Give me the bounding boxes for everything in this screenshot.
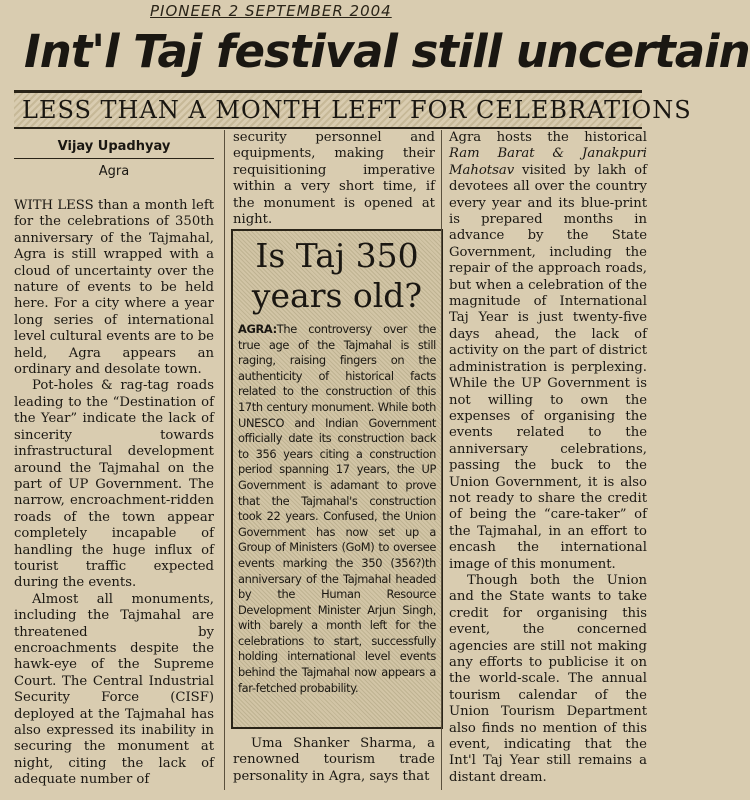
article-paragraph: security personnel and equipments, making their requisitioning imperative within a very short time, if the monument is opened at night.	[233, 130, 435, 228]
column-divider	[224, 130, 225, 790]
article-paragraph: Pot-holes & rag-tag roads leading to the “Destination of the Year” indicate the lack of sincerity towards infrastructural development around the Tajmahal on the part of UP Government. The narrow, encroachment-ridden roads of the town appear completely incapable of handling the huge influx of tourist traffic expected during the events.	[14, 378, 214, 591]
headline: Int'l Taj festival still uncertain	[24, 25, 750, 78]
article-paragraph: Uma Shanker Sharma, a renowned tourism trade personality in Agra, says that	[233, 736, 435, 784]
article-paragraph: Though both the Union and the State wants to take credit for organising this event, the concerned agencies are still not making any efforts to publicise it on the world-scale. The annual tourism calendar of the Union Tourism Department also finds no mention of this event, indicating that the Int'l Taj Year still remains a distant dream.	[449, 572, 647, 785]
byline-place: Agra	[98, 164, 130, 179]
event-names: Ram Barat & Janakpuri Mahotsav	[449, 146, 647, 178]
article-text: Agra hosts the historical	[449, 130, 647, 145]
handwritten-source-note: PIONEER 2 SEPTEMBER 2004	[150, 2, 392, 20]
article-column-1	[14, 198, 214, 786]
sidebar-text: The controversy over the true age of the Tajmahal is still raging, raising fingers on the authenticity of historical facts related to the construction of this 17th century monument. While both UNESCO and Indian Government officially date its construction back to 356 years citing a construction period spanning 17 years, the UP Government is adamant to prove that the Tajmahal's construction took 22 years. Confused, the Union Government has now set up a Group of Ministers (GoM) to oversee events marking the 350 (356?)th anniversary of the Tajmahal headed by the Human Resource Development Minister Arjun Singh, with barely a month left for the celebrations to start, successfully holding international level events behind the Tajmahal now appears a far-fetched probability.	[238, 322, 436, 695]
sidebar-title: Is Taj 350 years old?	[251, 236, 423, 315]
article-paragraph: WITH LESS than a month left for the celebrations of 350th anniversary of the Tajmahal, Agra is still wrapped with a cloud of uncertainty over the nature of events to be held here. For a city where a year long series of international level cultural events are to be held, Agra appears an ordinary and desolate town.	[14, 198, 214, 378]
article-column-2-bottom	[233, 736, 435, 790]
article-text: visited by lakh of devotees all over the country every year and its blue-print is prepared months in advance by the State Government, including the repair of the approach roads, but when a celebration of the magnitude of International Taj Year is just twenty-five days ahead, the lack of activity on the part of district administration is perplexing. While the UP Government is not willing to own the expenses of organising the events related to the anniversary celebrations, passing the buck to the Union Government, it is also not ready to share the credit of being the “care-taker” of the Tajmahal, in an effort to encash the international image of this monument.	[449, 162, 647, 572]
article-paragraph	[449, 130, 647, 573]
byline	[14, 136, 214, 192]
article-column-2-top	[233, 130, 435, 228]
subheadline: LESS THAN A MONTH LEFT FOR CELEBRATIONS	[22, 96, 692, 124]
column-divider	[441, 130, 442, 790]
byline-author: Vijay Upadhyay	[14, 136, 214, 159]
article-column-3	[449, 130, 647, 790]
sidebar-dateline: AGRA:	[238, 322, 277, 336]
sidebar-body	[238, 322, 436, 720]
article-paragraph: Almost all monuments, including the Tajmahal are threatened by encroachments despite the hawk-eye of the Supreme Court. The Central Industrial Security Force (CISF) deployed at the Tajmahal has also expressed its inability in securing the monument at night, citing the lack of adequate number of	[14, 591, 214, 788]
